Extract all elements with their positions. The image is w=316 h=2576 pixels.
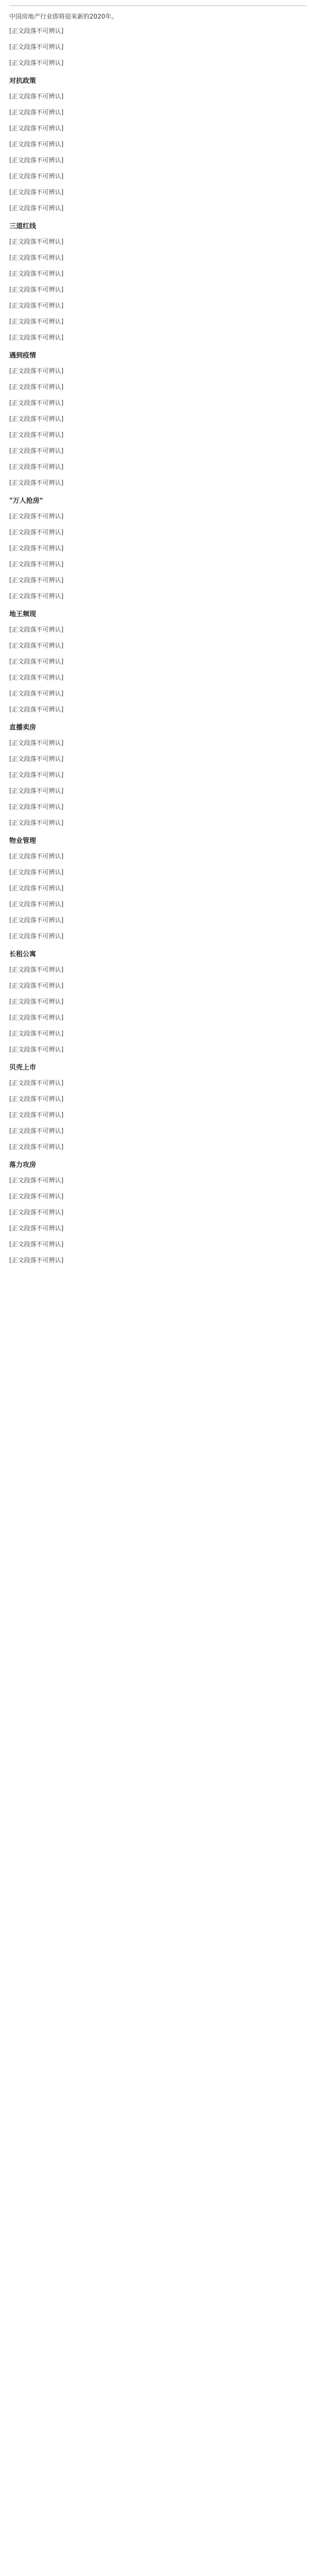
article-paragraph: [正文段落不可辨认] — [9, 431, 64, 438]
article-paragraph: [正文段落不可辨认] — [9, 318, 64, 325]
article-paragraph: [正文段落不可辨认] — [9, 173, 64, 180]
article-paragraph: [正文段落不可辨认] — [9, 1241, 64, 1248]
article-paragraph: [正文段落不可辨认] — [9, 43, 64, 50]
article-paragraph: [正文段落不可辨认] — [9, 1046, 64, 1053]
article-paragraph: [正文段落不可辨认] — [9, 205, 64, 212]
article-paragraph: [正文段落不可辨认] — [9, 577, 64, 584]
article-paragraph: [正文段落不可辨认] — [9, 302, 64, 309]
article-paragraph: [正文段落不可辨认] — [9, 853, 64, 860]
article-paragraph: [正文段落不可辨认] — [9, 803, 64, 810]
article-paragraph: [正文段落不可辨认] — [9, 1177, 64, 1184]
article-paragraph: [正文段落不可辨认] — [9, 1111, 64, 1118]
article-paragraph: [正文段落不可辨认] — [9, 819, 64, 826]
article-header — [9, 0, 307, 26]
article-paragraph: [正文段落不可辨认] — [9, 592, 64, 600]
article-paragraph: [正文段落不可辨认] — [9, 998, 64, 1005]
article-paragraph: [正文段落不可辨认] — [9, 238, 64, 245]
article-paragraph: [正文段落不可辨认] — [9, 1014, 64, 1021]
article-paragraph: [正文段落不可辨认] — [9, 125, 64, 132]
section-heading: 长租公寓 — [9, 951, 37, 958]
article-paragraph: [正文段落不可辨认] — [9, 545, 64, 552]
article-paragraph: [正文段落不可辨认] — [9, 399, 64, 406]
article-paragraph: [正文段落不可辨认] — [9, 27, 64, 35]
article-paragraph: [正文段落不可辨认] — [9, 901, 64, 908]
article-paragraph: [正文段落不可辨认] — [9, 286, 64, 293]
article-paragraph: [正文段落不可辨认] — [9, 463, 64, 470]
article-paragraph: [正文段落不可辨认] — [9, 1127, 64, 1134]
article-paragraph: [正文段落不可辨认] — [9, 59, 64, 66]
section-heading: 贝壳上市 — [9, 1064, 37, 1072]
section-heading: 物业管理 — [9, 837, 37, 845]
article-paragraph: [正文段落不可辨认] — [9, 982, 64, 989]
article-paragraph: [正文段落不可辨认] — [9, 1209, 64, 1216]
article-paragraph: [正文段落不可辨认] — [9, 787, 64, 794]
article-paragraph: [正文段落不可辨认] — [9, 933, 64, 940]
article-body — [9, 26, 307, 1265]
article-paragraph: [正文段落不可辨认] — [9, 690, 64, 697]
article-intro: 中国房地产行业即将迎来新的2020年。 — [9, 13, 118, 20]
header-divider — [9, 5, 307, 6]
article-paragraph: [正文段落不可辨认] — [9, 367, 64, 375]
article-paragraph: [正文段落不可辨认] — [9, 626, 64, 633]
article-paragraph: [正文段落不可辨认] — [9, 270, 64, 277]
article-paragraph: [正文段落不可辨认] — [9, 1225, 64, 1232]
article-paragraph: [正文段落不可辨认] — [9, 415, 64, 422]
article-paragraph: [正文段落不可辨认] — [9, 869, 64, 876]
article-paragraph: [正文段落不可辨认] — [9, 529, 64, 536]
article-paragraph: [正文段落不可辨认] — [9, 383, 64, 391]
article-paragraph: [正文段落不可辨认] — [9, 561, 64, 568]
article-paragraph: [正文段落不可辨认] — [9, 706, 64, 713]
article-paragraph: [正文段落不可辨认] — [9, 479, 64, 486]
article-paragraph: [正文段落不可辨认] — [9, 1030, 64, 1037]
article-paragraph: [正文段落不可辨认] — [9, 1257, 64, 1264]
article-paragraph: [正文段落不可辨认] — [9, 1079, 64, 1087]
section-heading: "万人抢房" — [9, 497, 43, 505]
article-paragraph: [正文段落不可辨认] — [9, 157, 64, 164]
section-heading: 对抗政策 — [9, 77, 37, 85]
article-paragraph: [正文段落不可辨认] — [9, 1193, 64, 1200]
article-paragraph: [正文段落不可辨认] — [9, 1143, 64, 1150]
section-heading: 地王频现 — [9, 611, 37, 618]
article-paragraph: [正文段落不可辨认] — [9, 334, 64, 341]
article-paragraph: [正文段落不可辨认] — [9, 739, 64, 747]
article-paragraph: [正文段落不可辨认] — [9, 658, 64, 665]
article-paragraph: [正文段落不可辨认] — [9, 93, 64, 100]
article-paragraph: [正文段落不可辨认] — [9, 674, 64, 681]
section-heading: 落力攻房 — [9, 1161, 37, 1169]
article-paragraph: [正文段落不可辨认] — [9, 755, 64, 762]
article-paragraph: [正文段落不可辨认] — [9, 109, 64, 116]
article-paragraph: [正文段落不可辨认] — [9, 771, 64, 778]
section-heading: 遇到疫情 — [9, 352, 37, 360]
section-heading: 三道红线 — [9, 223, 37, 230]
article-paragraph: [正文段落不可辨认] — [9, 447, 64, 454]
article-paragraph: [正文段落不可辨认] — [9, 141, 64, 148]
article-paragraph: [正文段落不可辨认] — [9, 1095, 64, 1103]
article-paragraph: [正文段落不可辨认] — [9, 513, 64, 520]
article-paragraph: [正文段落不可辨认] — [9, 254, 64, 261]
article-paragraph: [正文段落不可辨认] — [9, 885, 64, 892]
article-paragraph: [正文段落不可辨认] — [9, 189, 64, 196]
article-paragraph: [正文段落不可辨认] — [9, 966, 64, 973]
article-paragraph: [正文段落不可辨认] — [9, 917, 64, 924]
section-heading: 直播卖房 — [9, 724, 37, 732]
article-paragraph: [正文段落不可辨认] — [9, 642, 64, 649]
